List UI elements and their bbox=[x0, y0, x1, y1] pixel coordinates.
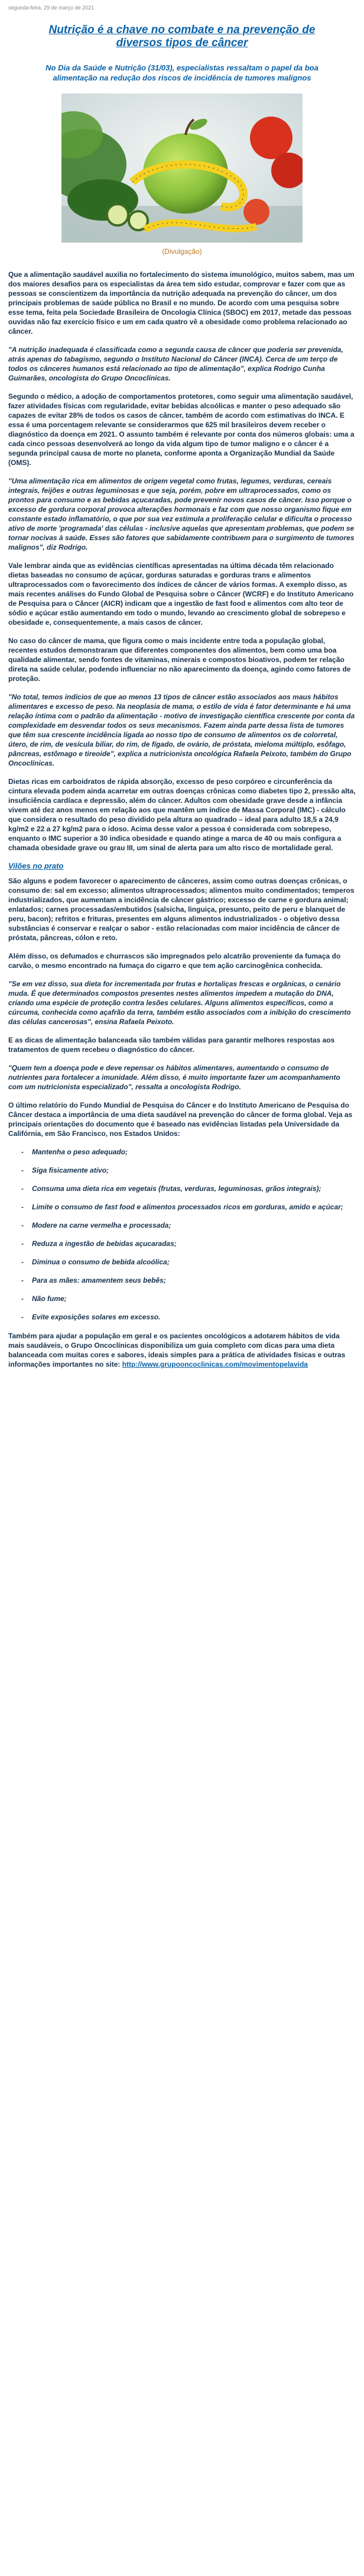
article-subtitle: No Dia da Saúde e Nutrição (31/03), especialistas ressaltam o papel da boa alimentação na redução dos riscos de incidência de tumores malignos bbox=[46, 63, 318, 82]
paragraph: Segundo o médico, a adoção de comportamentos protetores, como seguir uma alimentação saudável, fazer atividades físicas com regularidade, evitar bebidas alcoólicas e manter o peso adequado são capazes de evitar 28% de todos os casos de câncer, também de acordo com estimativas do INCA. E essa é uma porcentagem relevante se considerarmos que 625 mil brasileiros devem receber o diagnóstico da doença em 2021. O assunto também é relevante por conta dos números globais: uma a cada cinco pessoas desenvolverá ao longo da vida algum tipo de tumor maligno e o câncer é a segunda principal causa de morte no planeta, conforme aponta a Organização Mundial da Saúde (OMS). bbox=[8, 392, 355, 467]
site-link[interactable]: http://www.grupooncoclinicas.com/movimentopelavida bbox=[122, 1360, 308, 1368]
paragraph: "No total, temos indícios de que ao menos 13 tipos de câncer estão associados aos maus hábitos alimentares e excesso de peso. Na neoplasia de mama, o estilo de vida é fator determinante e há uma relação íntima com o padrão da alimentação - motivo de investigação científica crescente por conta da complexidade em desvendar todos os seus mecanismos. Fazem ainda parte dessa lista de tumores que têm sua crescente incidência ligada ao nosso tipo de consumo de alimentos os de colorretal, útero, de rim, de vesícula biliar, do rim, de fígado, de ovário, de próstata, mieloma múltiplo, esôfago, pâncreas, estômago e tireoide", explica a nutricionista oncológica Rafaela Peixoto, também do Grupo Oncoclínicas. bbox=[8, 693, 355, 767]
photo-caption: (Divulgação) bbox=[162, 247, 202, 256]
photo-illustration bbox=[61, 93, 303, 243]
paragraph: Vale lembrar ainda que as evidências científicas apresentadas na última década têm relacionado dietas baseadas no consumo de açúcar, gorduras saturadas e gorduras trans e alimentos ultraprocessados com o favorecimento dos índices de câncer de vários formas. A exemplo disso, as mais recentes análises do Fundo Global de Pesquisa sobre o Câncer (WCRF) e do Instituto Americano de Pesquisa para o Câncer (AICR) indicam que a ingestão de fast food e alimentos com alto teor de sódio e açúcar estão aumentando em todo o mundo, levando ao crescimento global de sobrepeso e obesidade e, consequentemente, a mais casos de câncer. bbox=[8, 561, 354, 627]
paragraph: "Se em vez disso, sua dieta for incrementada por frutas e hortaliças frescas e orgânicas, o cenário muda. É que determinados compostos presentes nestes alimentos impedem a mutação do DNA, criando uma espécie de proteção contra lesões celulares. Alguns alimentos específicos, como a cúrcuma, conhecida como açafrão da terra, também estão associados com a inibição do crescimento das células cancerosas", ensina Rafaela Peixoto. bbox=[8, 980, 351, 1026]
article-figure bbox=[8, 93, 356, 243]
paragraph: São alguns e podem favorecer o aparecimento de cânceres, assim como outras doenças crônicas, o consumo de: sal em excesso; alimentos ultraprocessados; alimentos muito condimentados; temperos industrializados, que aumentam a incidência de câncer gástrico; excesso de carne e gordura animal; enlatados; carnes processadas/embutidos (salsicha, linguiça, presunto, peito de peru e blanquet de peru, bacon); refritos e frituras, presentes em alguns alimentos industrializados - o objetivo dessa substâncias é conservar e realçar o sabor - estão relacionadas com maior incidência de câncer de próstata, pâncreas, cólon e reto. bbox=[8, 877, 355, 942]
article-title: Nutrição é a chave no combate e na prevenção de diversos tipos de câncer bbox=[48, 24, 316, 49]
article-photo bbox=[61, 93, 303, 243]
paragraph: "A nutrição inadequada é classificada como a segunda causa de câncer que poderia ser prevenida, atrás apenas do tabagismo, segundo o Instituto Nacional do Câncer (INCA). Cerca de um terço de todos os cânceres humanos está relacionado ao tipo de alimentação", explica Rodrigo Cunha Guimarães, oncologista do Grupo Oncoclínicas. bbox=[8, 346, 343, 382]
list-item: - Siga fisicamente ativo; bbox=[32, 1166, 356, 1175]
paragraph: "Quem tem a doença pode e deve repensar os hábitos alimentares, aumentando o consumo de nutrientes para fortalecer a imunidade. Além disso, é muito importante fazer um acompanhamento com um nutricionista especializado", ressalta a oncologista Rodrigo. bbox=[8, 1064, 340, 1091]
list-item: - Diminua o consumo de bebida alcoólica; bbox=[32, 1257, 356, 1267]
closing-paragraph bbox=[8, 1331, 356, 1369]
closing-text: Também para ajudar a população em geral e os pacientes oncológicos a adotarem hábitos de vida mais saudáveis, o Grupo Oncoclínicas disponibiliza um guia completo com dicas para uma dieta balanceada com muitas cores e sabores, ideais simples para a prática de atividades físicas e outras informações importantes no site: bbox=[8, 1332, 346, 1368]
list-item: - Evite exposições solares em excesso. bbox=[32, 1312, 356, 1322]
article-body bbox=[8, 270, 356, 1369]
publish-date: segunda-feira, 29 de março de 2021 bbox=[8, 5, 95, 11]
paragraph: O último relatório do Fundo Mundial de Pesquisa do Câncer e do Instituto Americano de Pesquisa do Câncer destaca a importância de uma dieta saudável na prevenção do câncer de forma global. Veja as principais orientações do documento que é baseado nas evidências listadas pela Universidade da Califórnia, em São Francisco, nos Estados Unidos: bbox=[8, 1101, 353, 1138]
list-item: - Limite o consumo de fast food e alimentos processados ricos em gorduras, amido e açúcar; bbox=[32, 1202, 356, 1212]
list-item: - Consuma uma dieta rica em vegetais (frutas, verduras, leguminosas, grãos integrais); bbox=[32, 1184, 356, 1193]
list-item: - Para as mães: amamentem seus bebês; bbox=[32, 1276, 356, 1285]
recommendations-list bbox=[8, 1147, 356, 1322]
list-item: - Reduza a ingestão de bebidas açucaradas; bbox=[32, 1239, 356, 1248]
paragraph: Que a alimentação saudável auxilia no fortalecimento do sistema imunológico, muitos sabem, mas um dos maiores desafios para os especialistas da área tem sido estudar, comprovar e fazer com que as pessoas se conscientizem da importância da nutrição adequada na prevenção do câncer, um dos principais problemas de saúde pública no Brasil e no mundo. De acordo com uma pesquisa sobre esse tema, feita pela Sociedade Brasileira de Oncologia Clínica (SBOC) em 2017, metade das pessoas ouvidas não faz exercício físico e um em cada quatro vê a obesidade como problema relacionado ao câncer. bbox=[8, 270, 355, 335]
list-item: - Modere na carne vermelha e processada; bbox=[32, 1221, 356, 1230]
paragraph: E as dicas de alimentação balanceada são também válidas para garantir melhores respostas aos tratamentos de quem recebeu o diagnóstico do câncer. bbox=[8, 1036, 335, 1054]
paragraph: No caso do câncer de mama, que figura como o mais incidente entre toda a população global, recentes estudos demonstraram que diferentes componentes dos alimentos, bem como uma boa qualidade alimentar, sendo fontes de vitaminas, minerais e compostos bioativos, podem ter relação direta na saúde celular, podendo influenciar no não aparecimento da doença, agindo como fatores de proteção. bbox=[8, 637, 351, 683]
list-item: - Mantenha o peso adequado; bbox=[32, 1147, 356, 1157]
paragraph: "Uma alimentação rica em alimentos de origem vegetal como frutas, legumes, verduras, cereais integrais, feijões e outras leguminosas e que seja, porém, pobre em ultraprocessados, como os prontos para consumo e as bebidas açucaradas, pode prevenir novos casos de câncer. Isso porque o excesso de gordura corporal provoca alterações hormonais e faz com que nosso organismo fique em constante estado inflamatório, o que por sua vez estimula a proliferação celular e dificulta o processo ativo de morte 'programada' das células - inclusive aquelas que apresentam problemas, que podem se tornar nocivas à saúde. Esses são fatores que sabidamente contribuem para o surgimento de tumores malignos", diz Rodrigo. bbox=[8, 477, 355, 551]
paragraph: Além disso, os defumados e churrascos são impregnados pelo alcatrão proveniente da fumaça do carvão, o mesmo encontrado na fumaça do cigarro e que tem ação carcinogênica conhecida. bbox=[8, 952, 341, 970]
list-item: - Não fume; bbox=[32, 1294, 356, 1303]
section-heading: Vilões no prato bbox=[8, 861, 64, 870]
paragraph: Dietas ricas em carboidratos de rápida absorção, excesso de peso corpóreo e circunferência da cintura elevada podem ainda acarretar em outras doenças crônicas como diabetes tipo 2, pressão alta, insuficiência cardíaca e depressão, além do câncer. Adultos com obesidade grave desde a infância vivem até dez anos menos em relação aos que mantêm um índice de Massa Corporal (IMC) - cálculo que considera o resultado do peso dividido pela altura ao quadrado – ideal para adulto 18,5 a 24,9 kg/m2 e 22 a 27 kg/m2 para o idoso. Acima desse valor a pessoa é considerada com sobrepeso, enquanto o IMC superior a 30 indica obesidade e quando atinge a marca de 40 ou mais configura a chamada obesidade grave ou grau III, um sinal de alerta para um alto risco de mortalidade geral. bbox=[8, 777, 356, 852]
